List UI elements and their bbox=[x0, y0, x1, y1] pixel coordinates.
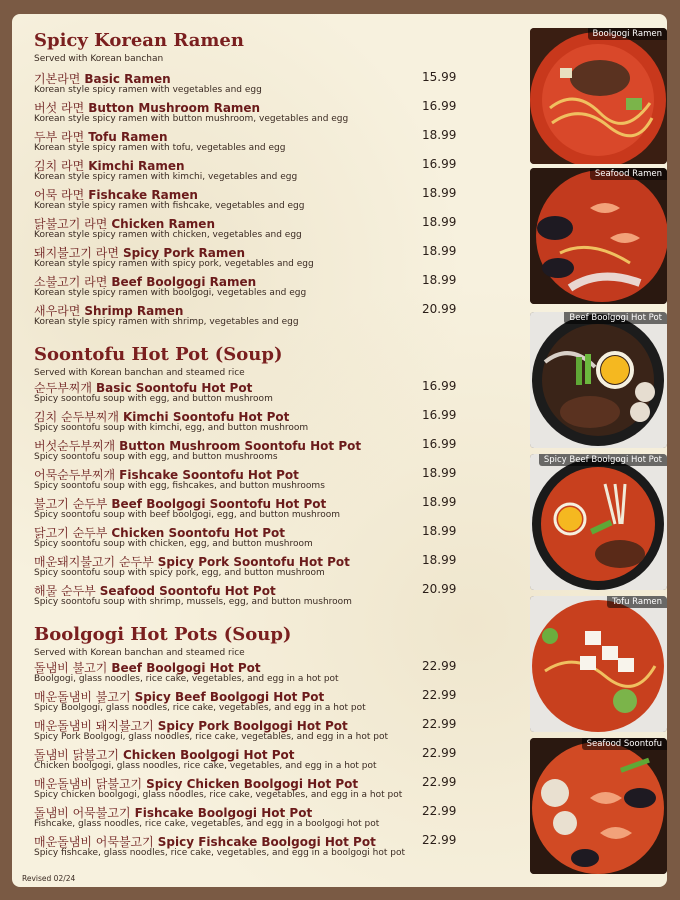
item-price: 16.99 bbox=[422, 379, 457, 393]
item-description: Spicy soontofu soup with egg, and button mushroom bbox=[34, 394, 273, 404]
photo-boolgogi-ramen bbox=[530, 28, 667, 164]
ramen-photo-icon bbox=[530, 168, 667, 304]
item-korean-name: 두부 라면 bbox=[34, 130, 85, 144]
section-subtitle-boolgogi: Served with Korean banchan and steamed rice bbox=[34, 648, 245, 658]
item-korean-name: 김치 라면 bbox=[34, 159, 85, 173]
item-english-name: Seafood Soontofu Hot Pot bbox=[99, 584, 276, 598]
item-price: 22.99 bbox=[422, 717, 457, 731]
item-price: 22.99 bbox=[422, 688, 457, 702]
item-description: Korean style spicy ramen with tofu, vegetables and egg bbox=[34, 143, 286, 153]
item-korean-name: 버섯 라면 bbox=[34, 101, 85, 115]
item-korean-name: 해물 순두부 bbox=[34, 584, 96, 598]
item-price: 20.99 bbox=[422, 302, 457, 316]
item-description: Spicy soontofu soup with spicy pork, egg, and button mushroom bbox=[34, 568, 325, 578]
item-price: 16.99 bbox=[422, 408, 457, 422]
menu-item bbox=[34, 379, 464, 408]
item-korean-name: 불고기 순두부 bbox=[34, 497, 108, 511]
item-price: 18.99 bbox=[422, 553, 457, 567]
item-description: Spicy Pork Boolgogi, glass noodles, rice cake, vegetables, and egg in a hot pot bbox=[34, 732, 389, 742]
item-price: 18.99 bbox=[422, 186, 457, 200]
item-english-name: Basic Ramen bbox=[84, 72, 171, 86]
item-price: 18.99 bbox=[422, 128, 457, 142]
item-english-name: Chicken Boolgogi Hot Pot bbox=[122, 748, 295, 762]
menu-item bbox=[34, 128, 464, 157]
item-korean-name: 버섯순두부찌개 bbox=[34, 439, 116, 453]
item-english-name: Spicy Pork Boolgogi Hot Pot bbox=[157, 719, 348, 733]
item-description: Spicy soontofu soup with kimchi, egg, and button mushroom bbox=[34, 423, 309, 433]
menu-item bbox=[34, 688, 464, 717]
item-description: Spicy soontofu soup with egg, and button mushrooms bbox=[34, 452, 278, 462]
item-english-name: Kimchi Ramen bbox=[88, 159, 185, 173]
item-korean-name: 돌냄비 어묵불고기 bbox=[34, 806, 131, 820]
section-subtitle-ramen: Served with Korean banchan bbox=[34, 54, 164, 64]
item-description: Boolgogi, glass noodles, rice cake, vegetables, and egg in a hot pot bbox=[34, 674, 339, 684]
item-description: Spicy soontofu soup with egg, fishcakes, and button mushrooms bbox=[34, 481, 325, 491]
menu-item bbox=[34, 99, 464, 128]
soontofu-photo-icon bbox=[530, 738, 667, 874]
item-english-name: Spicy Beef Boolgogi Hot Pot bbox=[134, 690, 325, 704]
item-english-name: Basic Soontofu Hot Pot bbox=[95, 381, 253, 395]
item-korean-name: 매운돌냄비 돼지불고기 bbox=[34, 719, 154, 733]
item-english-name: Beef Boolgogi Hot Pot bbox=[111, 661, 261, 675]
menu-item bbox=[34, 70, 464, 99]
item-description: Spicy soontofu soup with chicken, egg, and button mushroom bbox=[34, 539, 313, 549]
item-english-name: Fishcake Boolgogi Hot Pot bbox=[134, 806, 313, 820]
item-description: Korean style spicy ramen with chicken, vegetables and egg bbox=[34, 230, 302, 240]
item-korean-name: 매운돼지불고기 순두부 bbox=[34, 555, 154, 569]
item-price: 22.99 bbox=[422, 746, 457, 760]
section-title-ramen: Spicy Korean Ramen bbox=[34, 30, 244, 51]
item-description: Spicy fishcake, glass noodles, rice cake, vegetables, and egg in a boolgogi hot pot bbox=[34, 848, 405, 858]
item-price: 18.99 bbox=[422, 273, 457, 287]
photo-beef-boolgogi-hot-pot bbox=[530, 312, 667, 448]
item-price: 18.99 bbox=[422, 495, 457, 509]
item-english-name: Beef Boolgogi Ramen bbox=[111, 275, 257, 289]
menu-item bbox=[34, 215, 464, 244]
menu-item bbox=[34, 273, 464, 302]
menu-item bbox=[34, 524, 464, 553]
photo-spicy-beef-boolgogi-hot-pot bbox=[530, 454, 667, 590]
menu-item bbox=[34, 408, 464, 437]
photo-caption: Boolgogi Ramen bbox=[588, 28, 667, 40]
item-korean-name: 새우라면 bbox=[34, 304, 81, 318]
item-price: 18.99 bbox=[422, 466, 457, 480]
menu-item bbox=[34, 717, 464, 746]
item-price: 16.99 bbox=[422, 157, 457, 171]
item-price: 15.99 bbox=[422, 70, 457, 84]
menu-item bbox=[34, 775, 464, 804]
photo-seafood-ramen bbox=[530, 168, 667, 304]
item-description: Korean style spicy ramen with boolgogi, vegetables and egg bbox=[34, 288, 307, 298]
hotpot-photo-icon bbox=[530, 454, 667, 590]
item-korean-name: 기본라면 bbox=[34, 72, 81, 86]
item-english-name: Button Mushroom Soontofu Hot Pot bbox=[119, 439, 362, 453]
item-description: Korean style spicy ramen with spicy pork, vegetables and egg bbox=[34, 259, 314, 269]
item-price: 22.99 bbox=[422, 775, 457, 789]
menu-item bbox=[34, 244, 464, 273]
section-subtitle-soontofu: Served with Korean banchan and steamed rice bbox=[34, 368, 245, 378]
item-korean-name: 닭불고기 라면 bbox=[34, 217, 108, 231]
item-korean-name: 어묵순두부찌개 bbox=[34, 468, 116, 482]
menu-item bbox=[34, 186, 464, 215]
item-description: Korean style spicy ramen with vegetables and egg bbox=[34, 85, 262, 95]
item-description: Fishcake, glass noodles, rice cake, vegetables, and egg in a boolgogi hot pot bbox=[34, 819, 380, 829]
item-korean-name: 돌냄비 닭불고기 bbox=[34, 748, 119, 762]
item-price: 22.99 bbox=[422, 833, 457, 847]
ramen-photo-icon bbox=[530, 596, 667, 732]
item-english-name: Spicy Fishcake Boolgogi Hot Pot bbox=[157, 835, 376, 849]
item-korean-name: 닭고기 순두부 bbox=[34, 526, 108, 540]
item-price: 22.99 bbox=[422, 659, 457, 673]
photo-caption: Seafood Soontofu bbox=[582, 738, 667, 750]
item-description: Korean style spicy ramen with shrimp, vegetables and egg bbox=[34, 317, 299, 327]
item-description: Spicy chicken boolgogi, glass noodles, rice cake, vegetables, and egg in a hot pot bbox=[34, 790, 403, 800]
photo-caption: Tofu Ramen bbox=[607, 596, 667, 608]
item-price: 18.99 bbox=[422, 215, 457, 229]
item-korean-name: 매운돌냄비 어묵불고기 bbox=[34, 835, 154, 849]
item-korean-name: 김치 순두부찌개 bbox=[34, 410, 119, 424]
menu-page bbox=[12, 14, 667, 887]
photo-caption: Seafood Ramen bbox=[590, 168, 667, 180]
item-price: 18.99 bbox=[422, 524, 457, 538]
revised-date: Revised 02/24 bbox=[22, 874, 76, 883]
photo-seafood-soontofu bbox=[530, 738, 667, 874]
item-english-name: Chicken Soontofu Hot Pot bbox=[111, 526, 286, 540]
menu-item bbox=[34, 437, 464, 466]
item-description: Korean style spicy ramen with fishcake, vegetables and egg bbox=[34, 201, 305, 211]
item-korean-name: 순두부찌개 bbox=[34, 381, 92, 395]
item-korean-name: 소불고기 라면 bbox=[34, 275, 108, 289]
item-korean-name: 어묵 라면 bbox=[34, 188, 85, 202]
item-price: 20.99 bbox=[422, 582, 457, 596]
item-english-name: Button Mushroom Ramen bbox=[88, 101, 261, 115]
menu-item bbox=[34, 157, 464, 186]
item-korean-name: 돌냄비 불고기 bbox=[34, 661, 108, 675]
menu-item bbox=[34, 302, 464, 331]
item-price: 16.99 bbox=[422, 99, 457, 113]
item-english-name: Spicy Pork Soontofu Hot Pot bbox=[157, 555, 350, 569]
item-description: Spicy soontofu soup with shrimp, mussels, egg, and button mushroom bbox=[34, 597, 352, 607]
item-english-name: Fishcake Ramen bbox=[88, 188, 198, 202]
item-english-name: Tofu Ramen bbox=[88, 130, 168, 144]
photo-caption: Beef Boolgogi Hot Pot bbox=[564, 312, 667, 324]
ramen-photo-icon bbox=[530, 28, 667, 164]
item-description: Spicy soontofu soup with beef boolgogi, egg, and button mushroom bbox=[34, 510, 341, 520]
section-title-boolgogi: Boolgogi Hot Pots (Soup) bbox=[34, 624, 292, 645]
menu-item bbox=[34, 746, 464, 775]
item-korean-name: 매운돌냄비 불고기 bbox=[34, 690, 131, 704]
item-english-name: Beef Boolgogi Soontofu Hot Pot bbox=[111, 497, 327, 511]
item-description: Korean style spicy ramen with button mushroom, vegetables and egg bbox=[34, 114, 349, 124]
item-korean-name: 매운돌냄비 닭불고기 bbox=[34, 777, 143, 791]
hotpot-photo-icon bbox=[530, 312, 667, 448]
item-description: Korean style spicy ramen with kimchi, vegetables and egg bbox=[34, 172, 298, 182]
photo-tofu-ramen bbox=[530, 596, 667, 732]
menu-item bbox=[34, 833, 464, 862]
menu-item bbox=[34, 553, 464, 582]
item-price: 16.99 bbox=[422, 437, 457, 451]
photo-caption: Spicy Beef Boolgogi Hot Pot bbox=[539, 454, 667, 466]
menu-item bbox=[34, 495, 464, 524]
menu-item bbox=[34, 804, 464, 833]
item-english-name: Shrimp Ramen bbox=[84, 304, 184, 318]
item-price: 22.99 bbox=[422, 804, 457, 818]
item-description: Chicken boolgogi, glass noodles, rice cake, vegetables, and egg in a hot pot bbox=[34, 761, 377, 771]
item-english-name: Chicken Ramen bbox=[111, 217, 215, 231]
item-english-name: Fishcake Soontofu Hot Pot bbox=[119, 468, 299, 482]
item-description: Spicy Boolgogi, glass noodles, rice cake, vegetables, and egg in a hot pot bbox=[34, 703, 366, 713]
item-korean-name: 돼지불고기 라면 bbox=[34, 246, 119, 260]
item-english-name: Spicy Pork Ramen bbox=[122, 246, 246, 260]
item-english-name: Kimchi Soontofu Hot Pot bbox=[122, 410, 290, 424]
menu-item bbox=[34, 582, 464, 611]
item-english-name: Spicy Chicken Boolgogi Hot Pot bbox=[146, 777, 359, 791]
menu-item bbox=[34, 659, 464, 688]
section-title-soontofu: Soontofu Hot Pot (Soup) bbox=[34, 344, 283, 365]
item-price: 18.99 bbox=[422, 244, 457, 258]
menu-item bbox=[34, 466, 464, 495]
